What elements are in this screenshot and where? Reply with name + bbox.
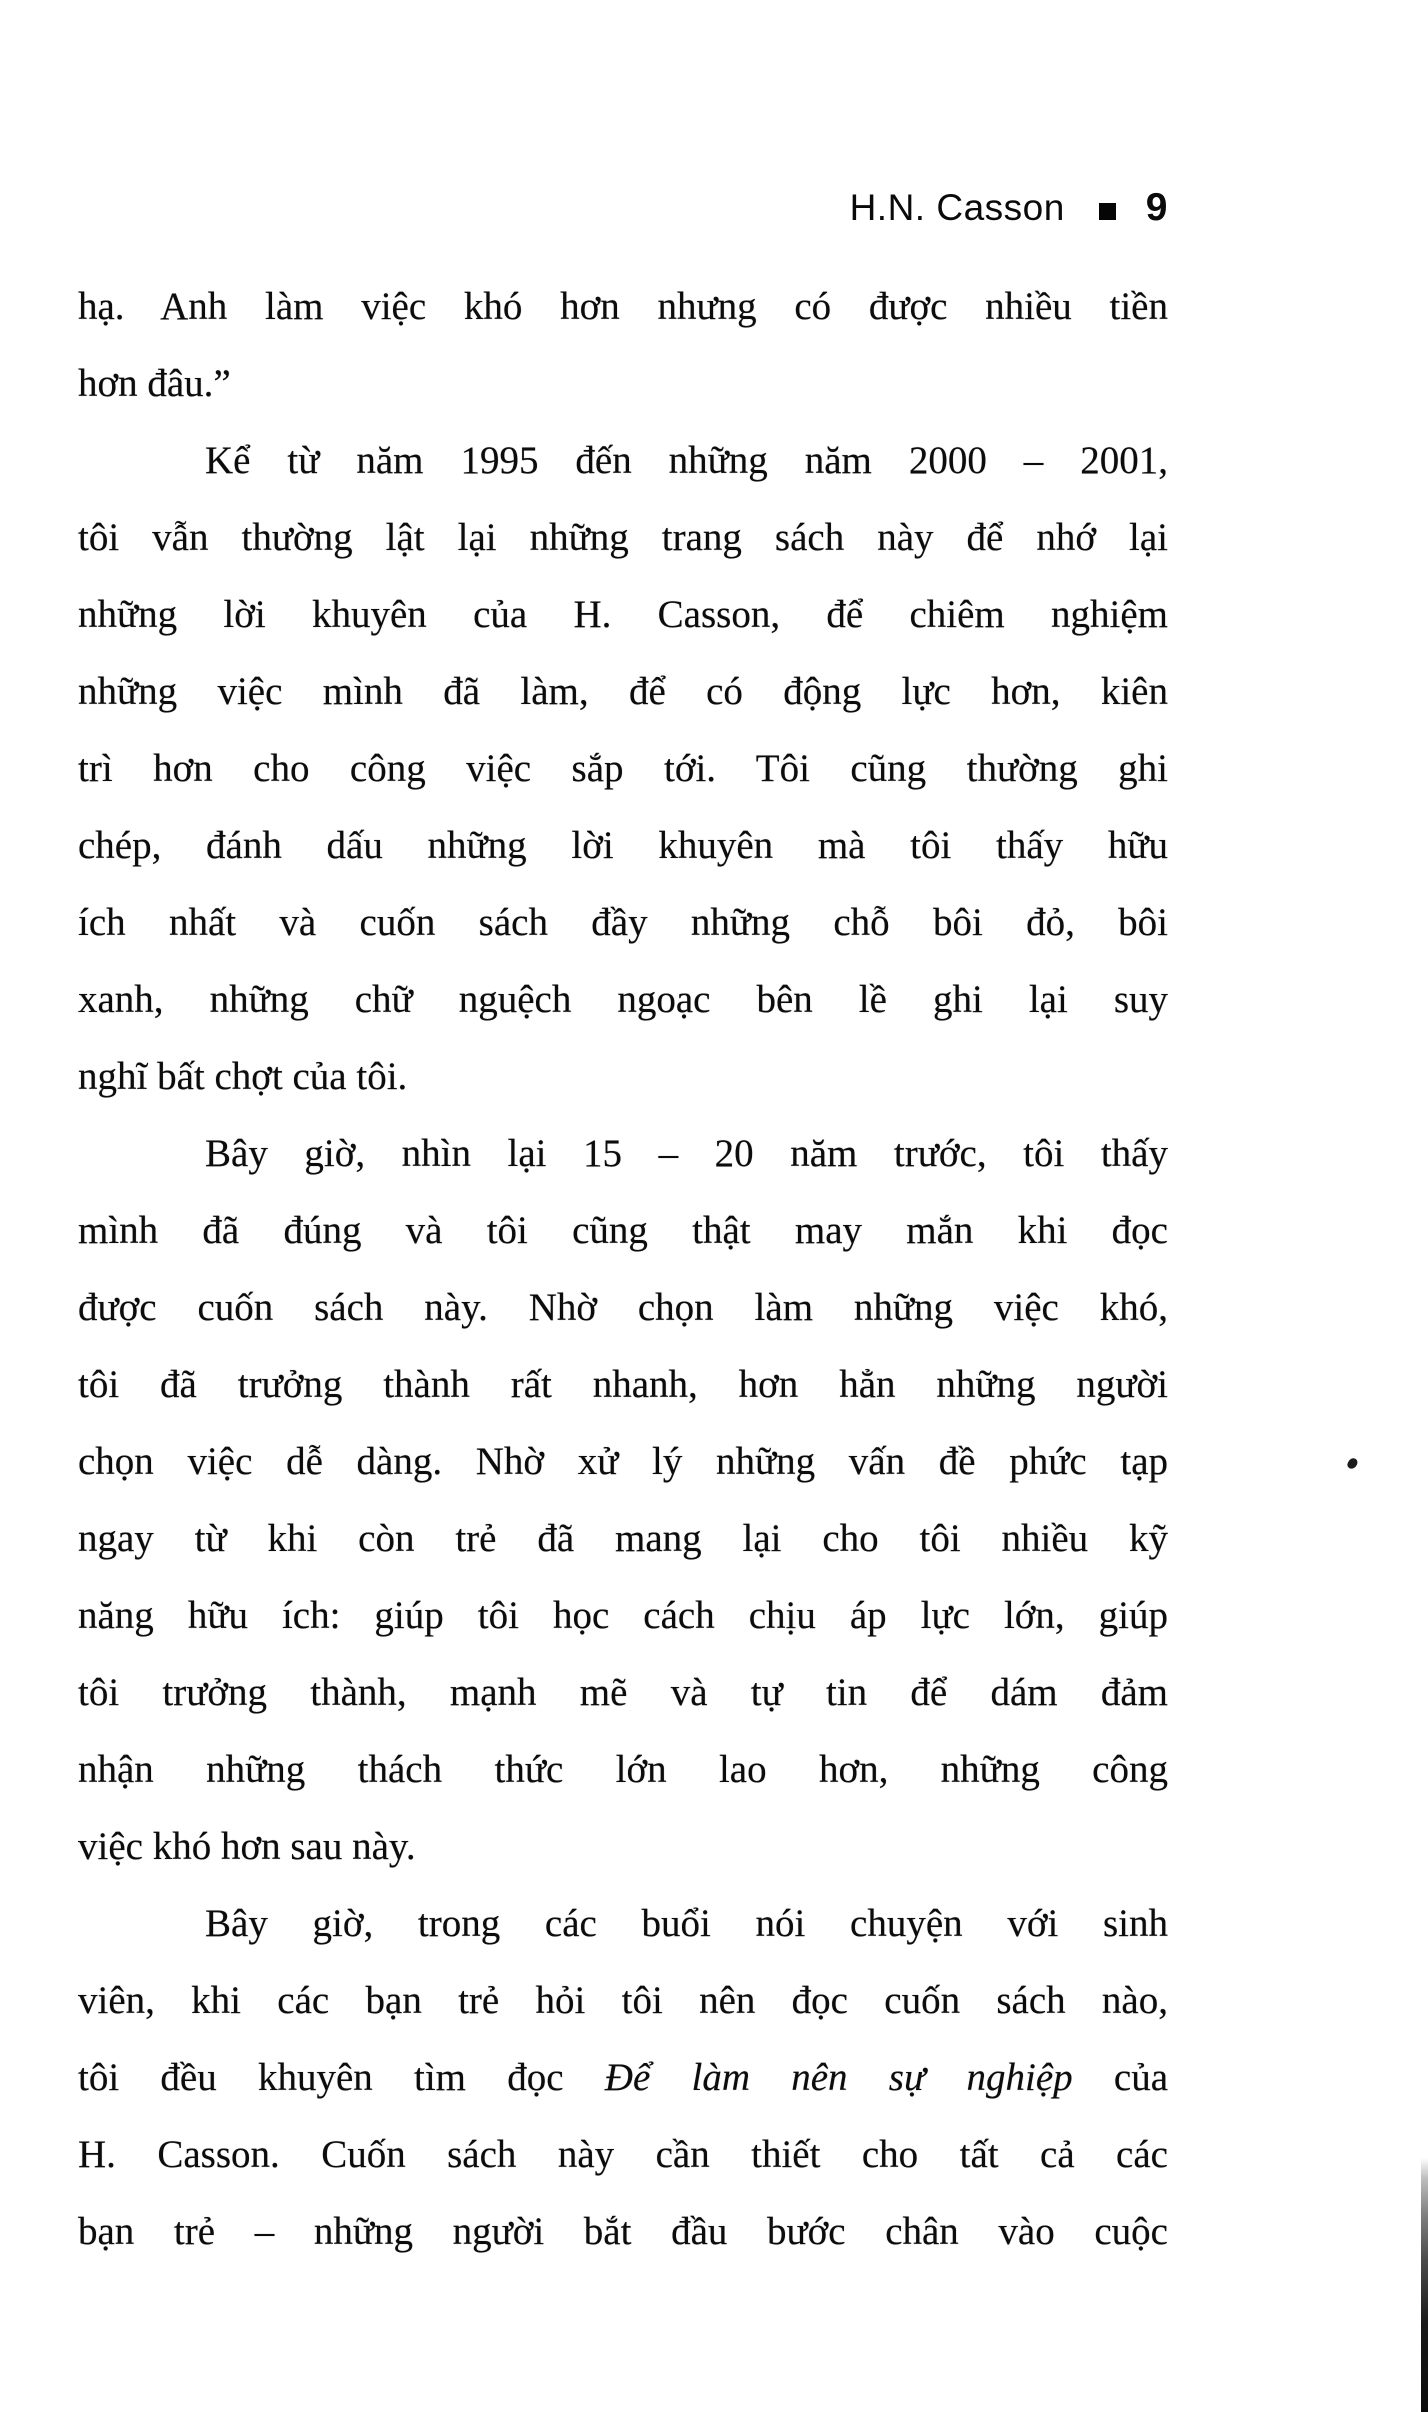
text-line bbox=[78, 268, 1168, 345]
text-line bbox=[78, 1269, 1168, 1346]
text-segment: chép, đánh dấu những lời khuyên mà tôi thấy hữu bbox=[78, 824, 1168, 867]
paragraph bbox=[78, 268, 1168, 422]
text-segment: Bây giờ, nhìn lại 15 – 20 năm trước, tôi thấy bbox=[205, 1132, 1168, 1175]
text-line bbox=[78, 730, 1168, 807]
page-number: 9 bbox=[1145, 186, 1168, 229]
text-line bbox=[78, 807, 1168, 884]
text-line bbox=[78, 961, 1168, 1038]
text-segment: ích nhất và cuốn sách đầy những chỗ bôi đỏ, bôi bbox=[78, 901, 1168, 944]
text-line bbox=[78, 1423, 1168, 1500]
text-segment: Bây giờ, trong các buổi nói chuyện với sinh bbox=[205, 1902, 1168, 1945]
paragraph bbox=[78, 1885, 1168, 2270]
text-line bbox=[78, 345, 1168, 422]
paragraph bbox=[78, 422, 1168, 1115]
text-segment: tôi trưởng thành, mạnh mẽ và tự tin để dám đảm bbox=[78, 1671, 1168, 1714]
text-line bbox=[78, 422, 1168, 499]
text-line bbox=[78, 884, 1168, 961]
text-segment: của bbox=[1072, 2056, 1168, 2099]
text-segment: năng hữu ích: giúp tôi học cách chịu áp lực lớn, giúp bbox=[78, 1594, 1168, 1637]
text-segment: bạn trẻ – những người bắt đầu bước chân vào cuộc bbox=[78, 2210, 1168, 2253]
text-line bbox=[78, 2193, 1168, 2270]
page-body bbox=[78, 268, 1168, 2270]
text-line bbox=[78, 1808, 1168, 1885]
text-segment: Kể từ năm 1995 đến những năm 2000 – 2001, bbox=[205, 439, 1168, 482]
text-segment: chọn việc dễ dàng. Nhờ xử lý những vấn đề phức tạp bbox=[78, 1440, 1168, 1483]
text-line bbox=[78, 1038, 1168, 1115]
text-segment: trì hơn cho công việc sắp tới. Tôi cũng thường ghi bbox=[78, 747, 1168, 790]
text-line bbox=[78, 2116, 1168, 2193]
paragraph bbox=[78, 1115, 1168, 1885]
text-segment: tôi vẫn thường lật lại những trang sách này để nhớ lại bbox=[78, 516, 1168, 559]
book-title: Để làm nên sự nghiệp bbox=[604, 2056, 1073, 2099]
text-segment: hạ. Anh làm việc khó hơn nhưng có được nhiều tiền bbox=[78, 285, 1168, 328]
text-line bbox=[78, 1885, 1168, 1962]
ink-speck bbox=[1346, 1457, 1359, 1471]
text-segment: viên, khi các bạn trẻ hỏi tôi nên đọc cuốn sách nào, bbox=[78, 1979, 1168, 2022]
text-line bbox=[78, 653, 1168, 730]
text-line bbox=[78, 1962, 1168, 2039]
square-separator-icon bbox=[1099, 203, 1116, 220]
text-segment: tôi đều khuyên tìm đọc bbox=[78, 2056, 605, 2099]
text-line bbox=[78, 1192, 1168, 1269]
text-segment: việc khó hơn sau này. bbox=[78, 1825, 416, 1868]
author-name: H.N. Casson bbox=[849, 187, 1065, 228]
text-line bbox=[78, 1346, 1168, 1423]
text-segment: nhận những thách thức lớn lao hơn, những công bbox=[78, 1748, 1168, 1791]
text-segment: được cuốn sách này. Nhờ chọn làm những việc khó, bbox=[78, 1286, 1168, 1329]
running-header bbox=[0, 184, 1168, 232]
text-segment: những việc mình đã làm, để có động lực hơn, kiên bbox=[78, 670, 1168, 713]
text-line bbox=[78, 2039, 1168, 2116]
text-line bbox=[78, 1577, 1168, 1654]
text-segment: nghĩ bất chợt của tôi. bbox=[78, 1055, 408, 1098]
text-segment: tôi đã trưởng thành rất nhanh, hơn hẳn những người bbox=[78, 1363, 1168, 1406]
text-line bbox=[78, 1500, 1168, 1577]
text-line bbox=[78, 1115, 1168, 1192]
text-line bbox=[78, 1654, 1168, 1731]
text-segment: mình đã đúng và tôi cũng thật may mắn khi đọc bbox=[78, 1209, 1168, 1252]
text-segment: H. Casson. Cuốn sách này cần thiết cho tất cả các bbox=[78, 2133, 1168, 2176]
page-edge-shadow bbox=[1421, 2158, 1428, 2412]
text-segment: ngay từ khi còn trẻ đã mang lại cho tôi nhiều kỹ bbox=[78, 1517, 1168, 1560]
text-segment: hơn đâu.” bbox=[78, 362, 231, 405]
text-segment: những lời khuyên của H. Casson, để chiêm nghiệm bbox=[78, 593, 1168, 636]
text-segment: xanh, những chữ nguệch ngoạc bên lề ghi lại suy bbox=[78, 978, 1168, 1021]
text-line bbox=[78, 1731, 1168, 1808]
text-line bbox=[78, 499, 1168, 576]
text-line bbox=[78, 576, 1168, 653]
